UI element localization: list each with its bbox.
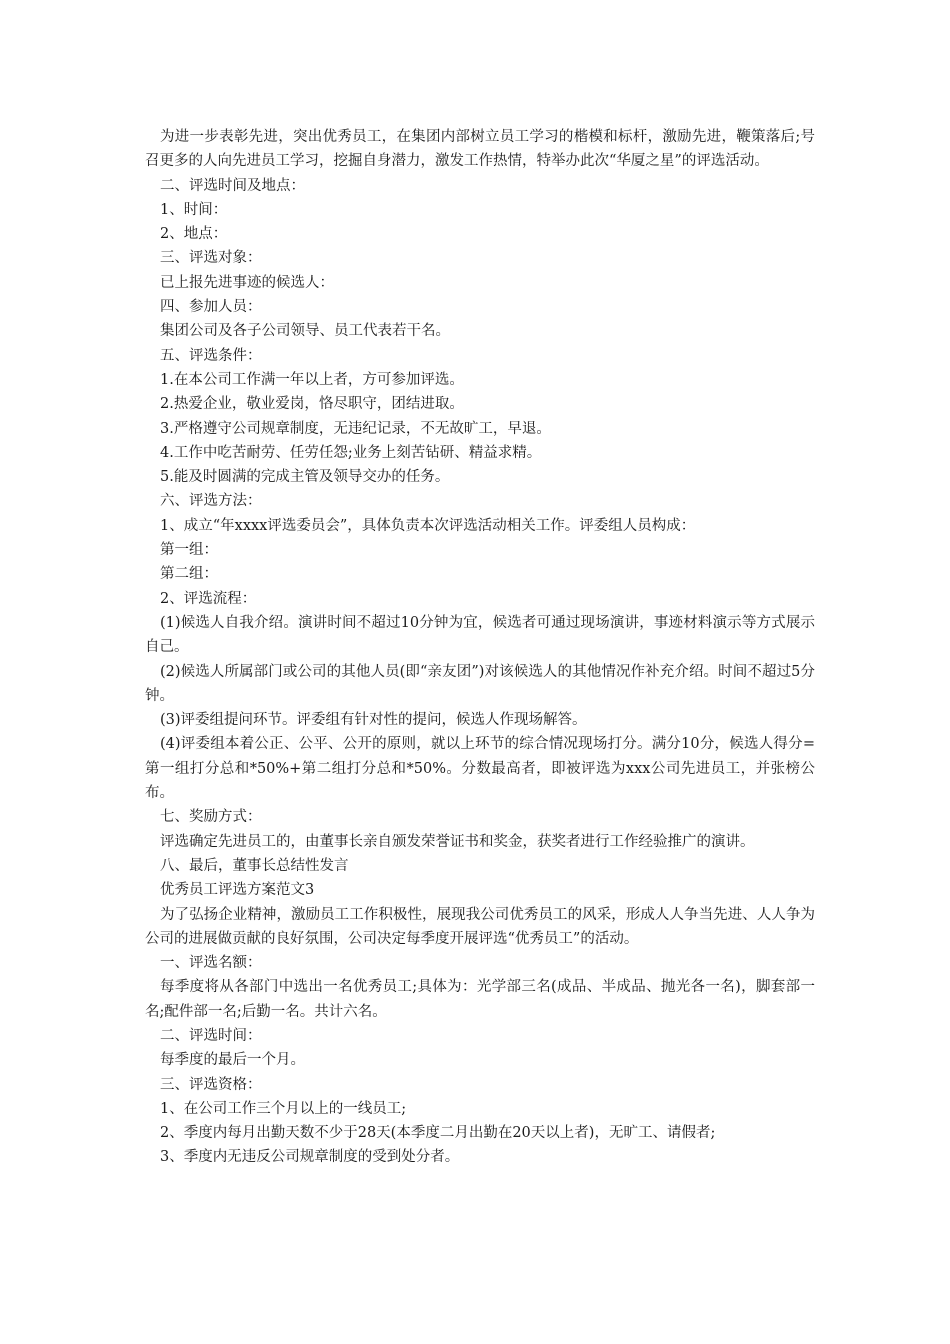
list-item-process: 2、评选流程： [160, 590, 257, 607]
section-heading-quota: 一、评选名额： [160, 955, 262, 972]
paragraph-reward: 评选确定先进员工的，由董事长亲自颁发荣誉证书和奖金，获奖者进行工作经验推广的演讲。 [160, 833, 755, 850]
list-item-time: 1、时间： [160, 201, 228, 218]
section-heading-schedule: 二、评选时间： [160, 1027, 262, 1044]
section-heading-participants: 四、参加人员： [160, 299, 262, 316]
document-subtitle: 优秀员工评选方案范文3 [160, 882, 315, 899]
list-item-eligibility-2: 2、季度内每月出勤天数不少于28天(本季度二月出勤在20天以上者)，无旷工、请假者; [160, 1125, 716, 1142]
intro-paragraph: 为进一步表彰先进，突出优秀员工，在集团内部树立员工学习的楷模和标杆，激励先进，鞭策落后;号召更多的人向先进员工学习，挖掘自身潜力，激发工作热情，特举办此次“华厦之星”的评选活动。 [145, 129, 815, 170]
list-item-condition-2: 2.热爱企业，敬业爱岗，恪尽职守，团结进取。 [160, 396, 464, 413]
paragraph-purpose: 为了弘扬企业精神，激励员工工作积极性，展现我公司优秀员工的风采，形成人人争当先进、人人争为公司的进展做贡献的良好氛围，公司决定每季度开展评选“优秀员工”的活动。 [145, 906, 815, 947]
list-item-condition-1: 1.在本公司工作满一年以上者，方可参加评选。 [160, 371, 464, 388]
process-step-2: (2)候选人所属部门或公司的其他人员(即“亲友团”)对该候选人的其他情况作补充介绍。时间不超过5分钟。 [145, 663, 815, 704]
list-item-eligibility-3: 3、季度内无违反公司规章制度的受到处分者。 [160, 1149, 460, 1166]
paragraph-participants: 集团公司及各子公司领导、员工代表若干名。 [160, 323, 450, 340]
paragraph-schedule: 每季度的最后一个月。 [160, 1052, 305, 1069]
section-heading-method: 六、评选方法： [160, 493, 262, 510]
list-item-committee: 1、成立“年xxxx评选委员会”，具体负责本次评选活动相关工作。评委组人员构成： [160, 517, 696, 534]
section-heading-eligibility: 三、评选资格： [160, 1076, 262, 1093]
document-body [145, 125, 815, 1170]
process-step-1: (1)候选人自我介绍。演讲时间不超过10分钟为宜，候选者可通过现场演讲，事迹材料演示等方式展示自己。 [145, 614, 815, 656]
list-item-place: 2、地点： [160, 226, 228, 243]
list-item-group-2: 第二组： [160, 566, 218, 583]
section-heading-closing: 八、最后，董事长总结性发言 [160, 857, 349, 874]
section-heading-conditions: 五、评选条件： [160, 347, 262, 364]
section-heading-time-place: 二、评选时间及地点： [160, 177, 305, 194]
list-item-group-1: 第一组： [160, 542, 218, 559]
list-item-eligibility-1: 1、在公司工作三个月以上的一线员工; [160, 1100, 407, 1117]
list-item-condition-5: 5.能及时圆满的完成主管及领导交办的任务。 [160, 469, 450, 486]
process-step-3: (3)评委组提问环节。评委组有针对性的提问，候选人作现场解答。 [160, 712, 587, 729]
section-heading-reward: 七、奖励方式： [160, 809, 262, 826]
paragraph-target: 已上报先进事迹的候选人： [160, 274, 334, 291]
list-item-condition-4: 4.工作中吃苦耐劳、任劳任怨;业务上刻苦钻研、精益求精。 [160, 444, 542, 461]
process-step-4: (4)评委组本着公正、公平、公开的原则，就以上环节的综合情况现场打分。满分10分，候选人得分=第一组打分总和*50%+第二组打分总和*50%。分数最高者，即被评选为xxx公司先进员工，并张榜公布。 [145, 736, 815, 802]
paragraph-quota: 每季度将从各部门中选出一名优秀员工;具体为：光学部三名(成品、半成品、抛光各一名)，脚套部一名;配件部一名;后勤一名。共计六名。 [145, 979, 815, 1020]
section-heading-target: 三、评选对象： [160, 250, 262, 267]
list-item-condition-3: 3.严格遵守公司规章制度，无违纪记录，不无故旷工，早退。 [160, 420, 551, 437]
